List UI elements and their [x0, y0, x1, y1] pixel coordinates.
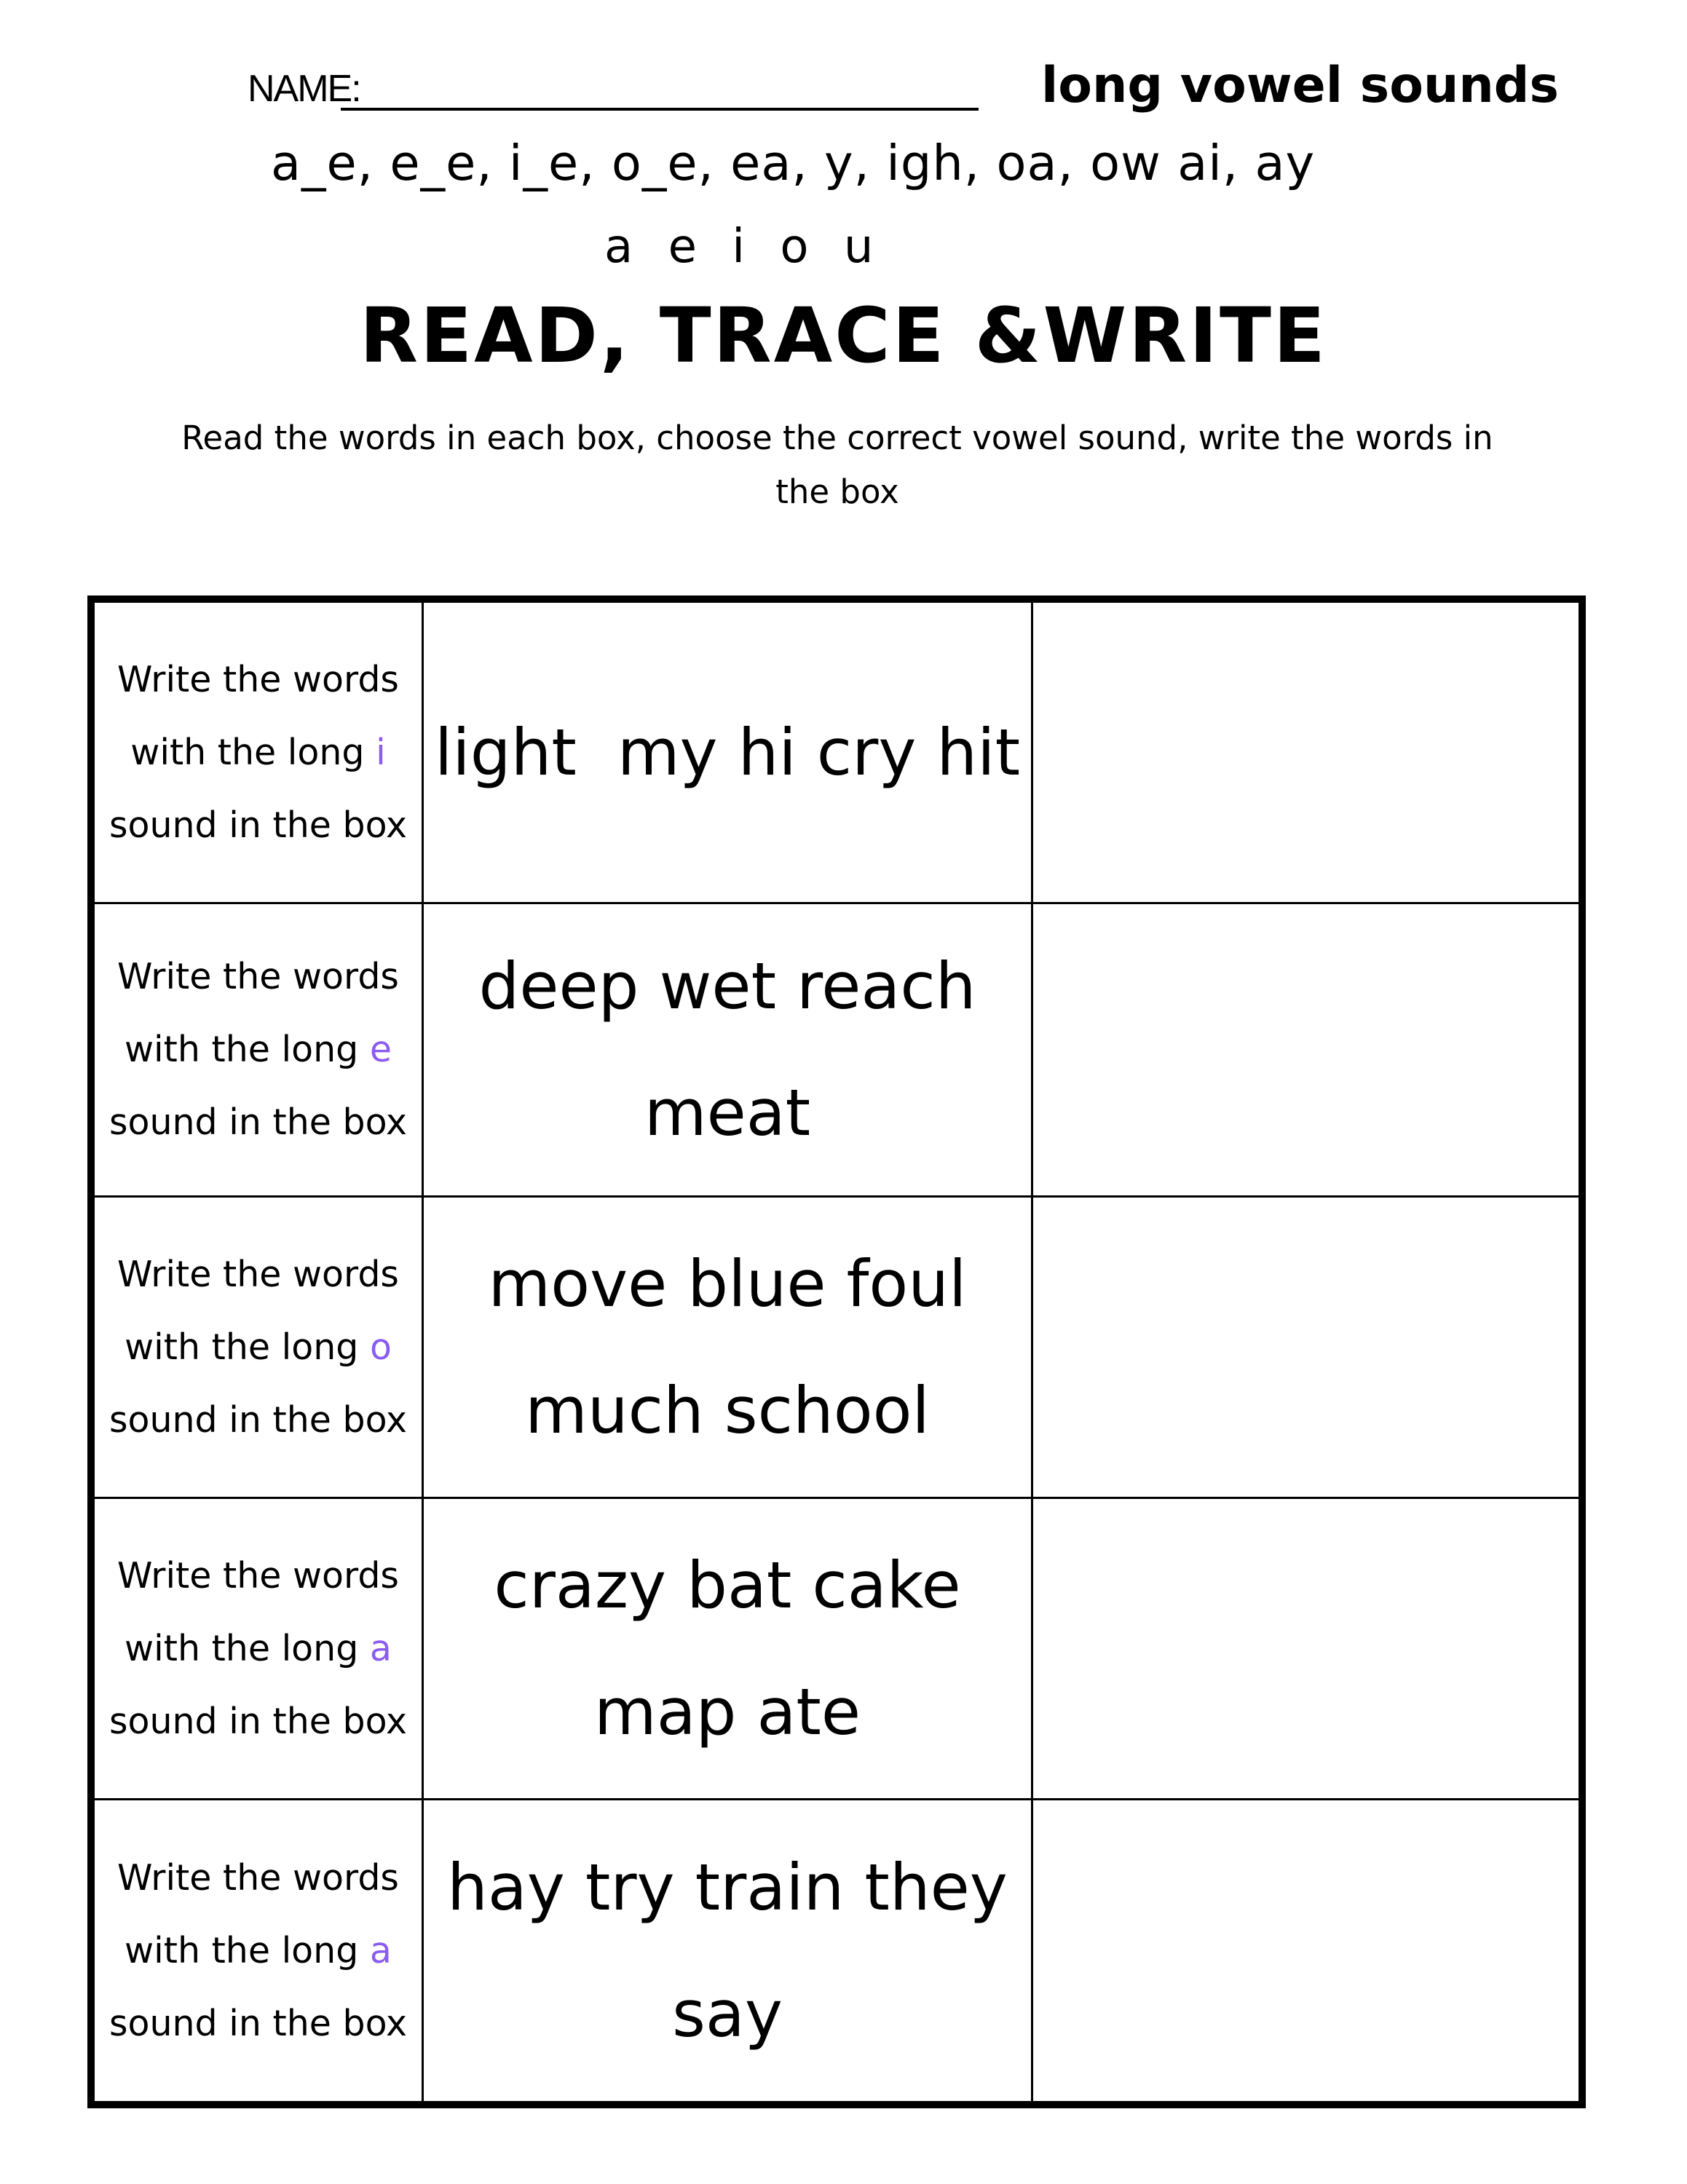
vowel-highlight: i — [376, 731, 386, 773]
instruction-cell — [95, 1499, 424, 1800]
instruction-text — [95, 1540, 422, 1758]
answer-box[interactable] — [1033, 1198, 1579, 1499]
instruction-suffix: sound in the box — [108, 1398, 408, 1441]
name-label: NAME: — [248, 68, 360, 110]
instruction-prefix: Write the words with the long — [117, 1554, 399, 1669]
instruction-cell — [95, 904, 424, 1198]
instructions-text: Read the words in each box, choose the correct vowel sound, write the words in the box — [181, 419, 1493, 511]
name-write-line[interactable] — [341, 108, 979, 111]
word-list: hay try train they say — [447, 1849, 1008, 2052]
instruction-cell — [95, 1198, 424, 1499]
vowel-highlight: o — [369, 1326, 392, 1368]
instruction-text — [95, 644, 422, 862]
vowel-patterns: a_e, e_e, i_e, o_e, ea, y, igh, oa, ow ai, ay — [271, 135, 1316, 191]
vowel-letters: a e i o u — [604, 220, 884, 274]
vowel-highlight: a — [369, 1627, 392, 1669]
word-list-cell — [424, 1800, 1033, 2101]
worksheet-title: long vowel sounds — [1041, 57, 1559, 114]
word-list-cell — [424, 904, 1033, 1198]
word-list: deep wet reach meat — [478, 949, 976, 1150]
word-list-cell — [424, 603, 1033, 904]
instruction-cell — [95, 1800, 424, 2101]
word-list-cell — [424, 1198, 1033, 1499]
instruction-suffix: sound in the box — [108, 804, 408, 846]
answer-box[interactable] — [1033, 603, 1579, 904]
instruction-prefix: Write the words with the long — [117, 658, 399, 773]
instruction-prefix: Write the words with the long — [117, 1253, 399, 1368]
page-heading: READ, TRACE &WRITE — [360, 291, 1327, 380]
instruction-text — [95, 1238, 422, 1457]
instruction-prefix: Write the words with the long — [117, 956, 399, 1070]
worksheet-table — [87, 596, 1586, 2108]
answer-box[interactable] — [1033, 1499, 1579, 1800]
instruction-suffix: sound in the box — [108, 1700, 408, 1742]
word-list-cell — [424, 1499, 1033, 1800]
instruction-suffix: sound in the box — [108, 2002, 408, 2044]
instruction-text — [95, 1842, 422, 2060]
instruction-suffix: sound in the box — [108, 1101, 408, 1143]
answer-box[interactable] — [1033, 904, 1579, 1198]
word-list: light my hi cry hit — [434, 714, 1021, 790]
instruction-text — [95, 941, 422, 1159]
answer-box[interactable] — [1033, 1800, 1579, 2101]
instruction-prefix: Write the words with the long — [117, 1856, 399, 1971]
vowel-highlight: e — [369, 1029, 392, 1070]
word-list: move blue foul much school — [488, 1246, 967, 1448]
word-list: crazy bat cake map ate — [494, 1547, 961, 1749]
instruction-cell — [95, 603, 424, 904]
vowel-highlight: a — [369, 1929, 392, 1971]
